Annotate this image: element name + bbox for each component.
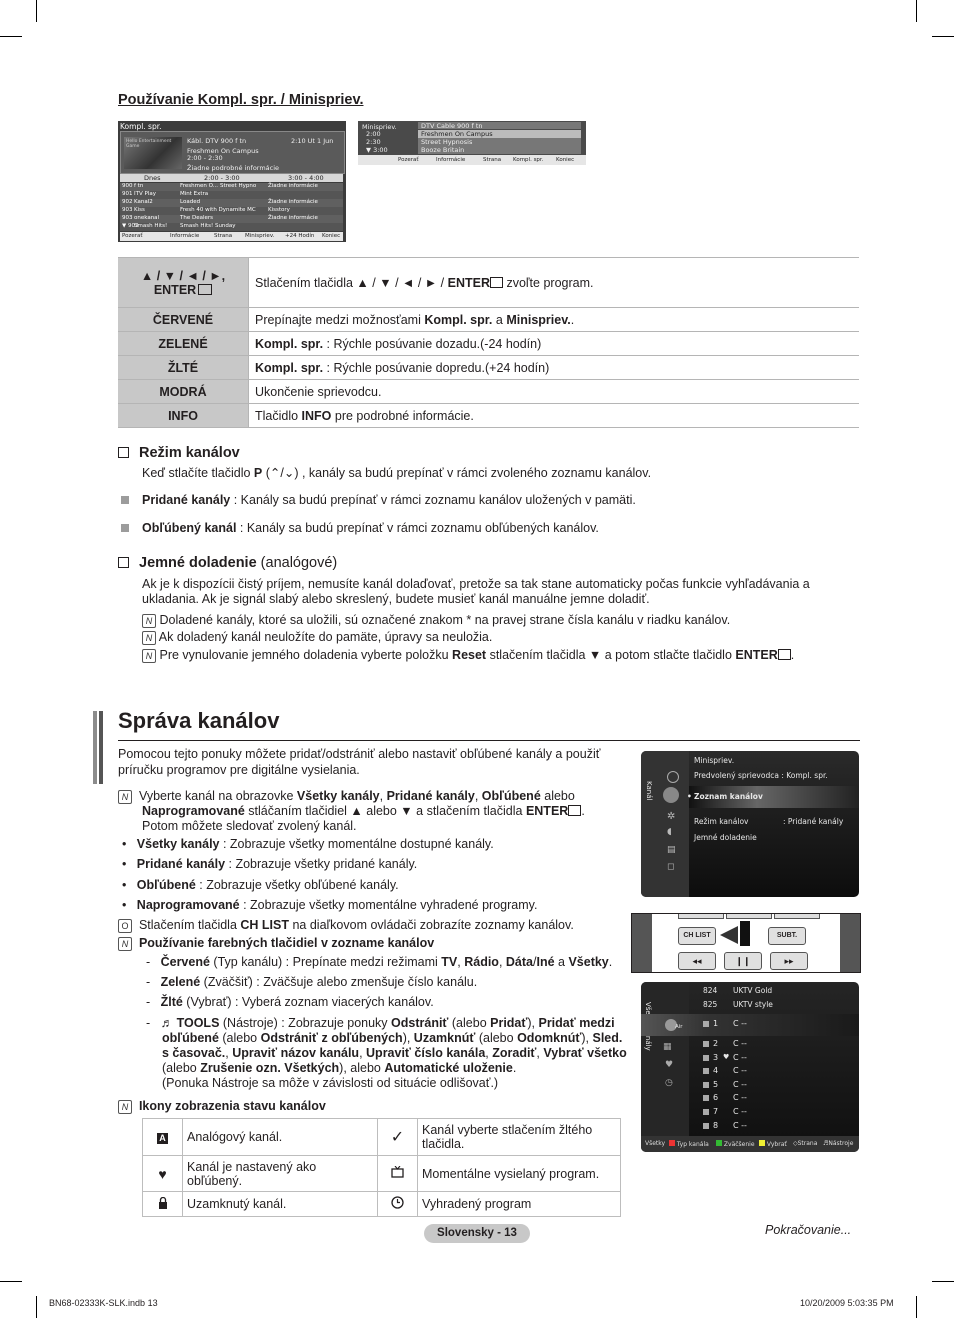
guide-cell: ▼ 903 [122, 223, 139, 229]
page-number-badge: Slovensky - 13 [424, 1224, 530, 1243]
guide-cell: ITV Play [134, 191, 156, 197]
guide-cell: Žiadne informácie [268, 215, 318, 221]
fast-forward-button[interactable]: ▸▸ [770, 952, 808, 970]
checkbox-icon [118, 447, 129, 458]
desc-cell: Prepínajte medzi možnosťami Kompl. spr. a Minispriev.. [249, 308, 860, 332]
channel-row[interactable] [703, 1121, 853, 1133]
menu-sidebar [641, 751, 689, 897]
list-footer: Všetky Typ kanála Zväčšenie Vybrať ◇Strana ♬Nástroje [641, 1136, 859, 1152]
mini-guide-title: Minispriev. [362, 123, 397, 131]
desc-cell: Tlačidlo INFO pre podrobné informácie. [249, 404, 860, 428]
status-desc: Uzamknutý kanál. [183, 1192, 378, 1217]
menu-item-value: : Pridané kanály [783, 817, 844, 826]
table-row [118, 380, 859, 404]
guide-cell: Kanal2 [134, 199, 153, 205]
analog-icon [703, 1055, 709, 1061]
cable-icon: ▦ [663, 1042, 672, 1052]
guide-title: Kompl. spr. [120, 122, 162, 131]
tools-icon: ♬ [823, 1140, 829, 1147]
channel-number: 6 [713, 1093, 719, 1103]
check-icon: ✓ [378, 1119, 418, 1156]
guide-info: Žiadne podrobné informácie [187, 164, 280, 172]
rezim-heading: Režim kanálov [118, 445, 240, 461]
channel-name: C -- [733, 1107, 747, 1116]
channel-number: 5 [713, 1079, 719, 1089]
enter-icon [778, 649, 791, 660]
note-icon: N [142, 631, 156, 645]
channel-number: 1 [713, 1019, 719, 1028]
key-cell: MODRÁ [118, 380, 249, 404]
channel-name: C -- [733, 1120, 747, 1130]
table-row [118, 356, 859, 380]
mini-guide-footer: Pozerať Informácie Strana Kompl. spr. Koniec [358, 155, 586, 165]
guide-info-panel [120, 131, 345, 174]
analog-icon [703, 1041, 709, 1047]
guide-cell: 903 [122, 215, 133, 221]
guide-row[interactable] [120, 207, 343, 215]
guide-cell: Kiss [134, 207, 145, 213]
guide-cell: Smash Hits! Sunday [180, 223, 236, 229]
list-item: - Žlté (Vybrať) : Vyberá zoznam viacerých kanálov. [146, 995, 434, 1009]
picture-icon [667, 771, 679, 783]
note-item: N Doladené kanály, ktoré sa uložili, sú označené znakom * na pravej strane čísla kanálu v riadku kanálov. [142, 613, 730, 628]
table-row [143, 1156, 621, 1192]
setup-icon: ✲ [667, 811, 676, 822]
remote-key [740, 921, 750, 946]
key-cell: ZELENÉ [118, 332, 249, 356]
table-row [118, 404, 859, 428]
mini-guide-program: Booze Britain [418, 146, 581, 154]
menu-item[interactable]: Režim kanálov [694, 817, 749, 826]
note-icon: N [142, 614, 156, 628]
jemne-heading: Jemné doladenie (analógové) [118, 555, 337, 571]
guide-program: Freshmen On Campus [187, 147, 259, 155]
crop-mark [916, 1296, 917, 1318]
menu-item[interactable]: Predvolený sprievodca : Kompl. spr. [694, 771, 828, 780]
crop-mark [0, 1281, 22, 1282]
menu-item[interactable]: Zoznam kanálov [694, 792, 763, 801]
guide-cell: 900 [122, 183, 133, 189]
list-item: - Zelené (Zväčšiť) : Zväčšuje alebo zmenšuje číslo kanálu. [146, 975, 478, 989]
analog-icon [703, 1082, 709, 1088]
channel-list-screenshot [641, 982, 859, 1152]
list-item: • Pridané kanály : Zobrazuje všetky pridané kanály. [122, 857, 418, 871]
guide-cell: Street Hypno [220, 183, 257, 189]
desc-cell: Kompl. spr. : Rýchle posúvanie dozadu.(-24 hodín) [249, 332, 860, 356]
paragraph: obľúbené (alebo Odstrániť z obľúbených), Uzamknúť (alebo Odomknúť), Sled. [162, 1031, 623, 1045]
note-icon: N [118, 790, 132, 804]
note-item: O Stlačením tlačidla CH LIST na diaľkovom ovládači zobrazíte zoznamy kanálov. [118, 918, 574, 933]
table-row [143, 1119, 621, 1156]
section-bar [99, 711, 103, 784]
list-item: • Všetky kanály : Zobrazuje všetky momentálne dostupné kanály. [122, 837, 494, 851]
analog-icon [703, 1021, 709, 1027]
full-guide-screenshot [118, 121, 346, 242]
guide-time: 2:10 Ut 1 Jun [291, 137, 334, 145]
mini-guide-row[interactable] [362, 146, 582, 153]
analog-icon: A [143, 1119, 183, 1156]
subtitle-button[interactable]: SUBT. [768, 927, 806, 945]
channel-name: C -- [733, 1039, 747, 1048]
menu-item[interactable]: Jemné doladenie [694, 833, 757, 842]
guide-row[interactable] [120, 191, 343, 199]
paragraph: Ak je k dispozícii čistý príjem, nemusíte kanál dolaďovať, pretože sa tak stane automaticky počas funkcie vyhľadávania a [142, 577, 810, 591]
paragraph: Potom môžete sledovať zvolený kanál. [142, 819, 357, 833]
channel-number: 4 [713, 1066, 719, 1076]
enter-icon [568, 805, 581, 816]
mini-guide-time: ▼ 3:00 [366, 146, 388, 154]
analog-icon [703, 1068, 709, 1074]
paragraph: (alebo Zrušenie ozn. Všetkých), alebo Automatické uloženie. [162, 1061, 517, 1075]
key-cell: ČERVENÉ [118, 308, 249, 332]
guide-row[interactable] [120, 223, 343, 231]
guide-cell: Smash Hits! [134, 223, 168, 229]
status-desc: Analógový kanál. [183, 1119, 378, 1156]
list-item: Pridané kanály : Kanály sa budú prepínať v rámci zoznamu kanálov uložených v pamäti. [121, 493, 636, 508]
tv-icon [378, 1156, 418, 1192]
paragraph: Naprogramované stláčaním tlačidiel ▲ alebo ▼ a stlačením tlačidla ENTER . [142, 804, 585, 818]
desc-cell: Stlačením tlačidla ▲ / ▼ / ◄ / ► / ENTER zvoľte program. [249, 258, 860, 308]
list-item: • Obľúbené : Zobrazuje všetky obľúbené kanály. [122, 878, 399, 892]
bullet-square-icon [121, 496, 129, 504]
channel-number: 2 [713, 1039, 719, 1048]
guide-program-time: 2:00 - 2:30 [187, 154, 223, 162]
guide-cell: 901 [122, 191, 133, 197]
crop-mark [36, 0, 37, 22]
status-desc: Momentálne vysielaný program. [418, 1156, 621, 1192]
title-rule [118, 740, 860, 741]
table-row [143, 1192, 621, 1217]
guide-cell: 903 [122, 207, 133, 213]
guide-row[interactable] [120, 215, 343, 223]
file-info: BN68-02333K-SLK.indb 13 [49, 1298, 158, 1308]
guide-cell: Žiadne informácie [268, 199, 318, 205]
crop-mark [932, 36, 954, 37]
remote-keys-table [118, 257, 859, 428]
analog-icon [703, 1095, 709, 1101]
ch-list-button[interactable]: CH LIST [678, 927, 716, 945]
print-date: 10/20/2009 5:03:35 PM [800, 1298, 894, 1308]
guide-cell: Loaded [180, 199, 201, 205]
input-icon: ◖ [667, 827, 672, 837]
guide-cell: onekanal [134, 215, 160, 221]
note-item: N Vyberte kanál na obrazovke Všetky kanály, Pridané kanály, Obľúbené alebo [118, 789, 575, 804]
guide-cell: Fresh 40 with Dynamite MC [180, 207, 256, 213]
channel-menu-screenshot [641, 751, 859, 897]
channel-name: UKTV Gold [733, 986, 773, 995]
crop-mark [36, 1296, 37, 1318]
favorite-icon: ♥ [665, 1060, 674, 1070]
list-item: - Červené (Typ kanálu) : Prepínate medzi režimami TV, Rádio, Dáta/Iné a Všetky. [146, 955, 613, 969]
table-row [118, 308, 859, 332]
mini-guide-time: 2:30 [366, 138, 381, 146]
analog-icon [703, 1123, 709, 1129]
list-item: • Naprogramované : Zobrazuje všetky momentálne vyhradené programy. [122, 898, 538, 912]
table-row [118, 258, 859, 308]
continuation-note: Pokračovanie... [765, 1223, 852, 1237]
enter-icon [490, 277, 503, 288]
support-icon: ◻ [667, 862, 675, 872]
timer-icon: ◷ [665, 1078, 673, 1088]
channel-name: C -- [733, 1019, 747, 1028]
section-heading: Používanie Kompl. spr. / Minispriev. [118, 92, 364, 108]
menu-item[interactable]: Minispriev. [694, 756, 735, 765]
mini-guide-screenshot [358, 121, 586, 165]
desc-cell: Kompl. spr. : Rýchle posúvanie dopredu.(+24 hodín) [249, 356, 860, 380]
note-icon: N [118, 1100, 132, 1114]
paragraph: Pomocou tejto ponuky môžete pridať/odstrániť alebo nastaviť obľúbené kanály a použiť [118, 747, 601, 761]
channel-number: 824 [703, 986, 718, 995]
paragraph: s časovač., Upraviť názov kanálu, Upraviť číslo kanála, Zoradiť, Vybrať všetko [162, 1046, 627, 1060]
channel-row[interactable] [703, 1039, 853, 1051]
note-item: N Používanie farebných tlačidiel v zozname kanálov [118, 936, 434, 951]
note-icon: N [142, 649, 156, 663]
crop-mark [916, 0, 917, 22]
channel-name: C -- [733, 1079, 747, 1089]
mini-guide-row[interactable] [362, 138, 582, 145]
guide-cell: The Dealers [180, 215, 214, 221]
guide-cell: f tn [134, 183, 144, 189]
rewind-button[interactable]: ◂◂ [678, 952, 716, 970]
channel-name: C -- [733, 1066, 747, 1076]
green-button-icon [716, 1140, 722, 1146]
channel-row[interactable] [703, 1066, 853, 1078]
channel-number: 7 [713, 1107, 719, 1116]
crop-mark [932, 1281, 954, 1282]
channel-number: 3 [713, 1052, 719, 1062]
menu-side-label: Kanál [645, 781, 653, 801]
channel-name: C -- [733, 1093, 747, 1103]
lock-icon [143, 1192, 183, 1217]
channel-row[interactable] [703, 1107, 853, 1119]
guide-cell: Kisstory [268, 207, 290, 213]
channel-number: 825 [703, 1000, 718, 1009]
page-title: Správa kanálov [118, 708, 280, 733]
page-icon: ◇ [793, 1140, 798, 1147]
mini-guide-row[interactable] [362, 130, 582, 137]
yellow-button-icon [759, 1140, 765, 1146]
app-icon: ▤ [667, 845, 676, 855]
channel-name: UKTV style [733, 1000, 773, 1009]
paragraph: ukladania. Ak je signál slabý alebo skreslený, budete musieť kanál manuálne jemne doladiť. [142, 592, 650, 606]
selected-arrow: • [687, 792, 692, 801]
table-row [118, 332, 859, 356]
guide-cell: 902 [122, 199, 133, 205]
paragraph: (Ponuka Nástroje sa môže v závislosti od situácie odlišovať.) [162, 1076, 499, 1090]
red-button-icon [669, 1140, 675, 1146]
checkbox-icon [118, 557, 129, 568]
guide-cell: Žiadne informácie [268, 183, 318, 189]
crop-mark [0, 36, 22, 37]
clock-icon [378, 1192, 418, 1217]
channel-row[interactable] [703, 1019, 853, 1031]
up-down-icon: ⌃/⌄ [269, 466, 295, 480]
guide-cell: Freshmen O... [180, 183, 218, 189]
key-cell: INFO [118, 404, 249, 428]
remote-icon: O [118, 919, 132, 933]
channel-row[interactable] [703, 1093, 853, 1105]
heart-icon: ♥ [143, 1156, 183, 1192]
key-cell: ▲ / ▼ / ◄ / ►, ENTER [118, 258, 249, 308]
air-label: Air [675, 1024, 683, 1030]
pause-button[interactable]: ❙❙ [724, 952, 762, 970]
section-bar [93, 711, 97, 784]
channel-number: 8 [713, 1120, 719, 1130]
channel-row[interactable] [703, 1053, 853, 1065]
mini-guide-program: Freshmen On Campus [418, 130, 581, 138]
guide-cell: Mint Extra [180, 191, 209, 197]
note-item: N Ikony zobrazenia stavu kanálov [118, 1099, 326, 1114]
bullet-square-icon [121, 524, 129, 532]
guide-row[interactable] [120, 183, 343, 191]
note-icon: N [118, 937, 132, 951]
tools-icon: ♬ [160, 1016, 174, 1030]
mini-guide-channel: DTV Cable 900 f tn [418, 122, 581, 129]
paragraph: príručku programov pre digitálne vysielania. [118, 763, 360, 777]
key-cell: ŽLTÉ [118, 356, 249, 380]
note-item: N Pre vynulovanie jemného doladenia vyberte položku Reset stlačením tlačidla ▼ a potom stlačte tlačidlo ENTER . [142, 648, 794, 663]
channel-row[interactable] [703, 1080, 853, 1092]
guide-row[interactable] [120, 199, 343, 207]
status-desc: Vyhradený program [418, 1192, 621, 1217]
guide-channel: Kábl. DTV 900 f tn [187, 137, 247, 145]
favorite-icon: ♥ [723, 1052, 730, 1061]
status-icons-table [142, 1118, 621, 1217]
mini-guide-program: Street Hypnosis [418, 138, 581, 146]
guide-time-header: Dnes 2:00 - 3:00 3:00 - 4:00 [120, 174, 343, 182]
desc-cell: Ukončenie sprievodcu. [249, 380, 860, 404]
status-desc: Kanál vyberte stlačením žltého tlačidla. [418, 1119, 621, 1156]
channel-name: C -- [733, 1052, 747, 1062]
mini-guide-time: 2:00 [366, 130, 381, 138]
remote-control-image [631, 913, 861, 973]
preview-image: Hello Entertainment Game [124, 137, 182, 169]
volume-icon [720, 926, 738, 944]
status-desc: Kanál je nastavený ako obľúbený. [183, 1156, 378, 1192]
rezim-intro: Keď stlačíte tlačidlo P (⌃/⌄) , kanály sa budú prepínať v rámci zvoleného zoznamu kanálov. [142, 466, 652, 480]
guide-footer: Pozerať Informácie Strana Minispriev. +24 Hodín Koniec [120, 232, 343, 241]
list-item: Obľúbený kanál : Kanály sa budú prepínať v rámci zoznamu obľúbených kanálov. [121, 521, 599, 536]
list-item: - ♬ TOOLS (Nástroje) : Zobrazuje ponuky Odstrániť (alebo Pridať), Pridať medzi [146, 1016, 615, 1030]
analog-icon [703, 1109, 709, 1115]
channel-icon[interactable] [663, 787, 679, 803]
enter-icon [198, 284, 212, 295]
note-item: N Ak doladený kanál neuložíte do pamäte, úpravy sa neuložia. [142, 630, 492, 645]
